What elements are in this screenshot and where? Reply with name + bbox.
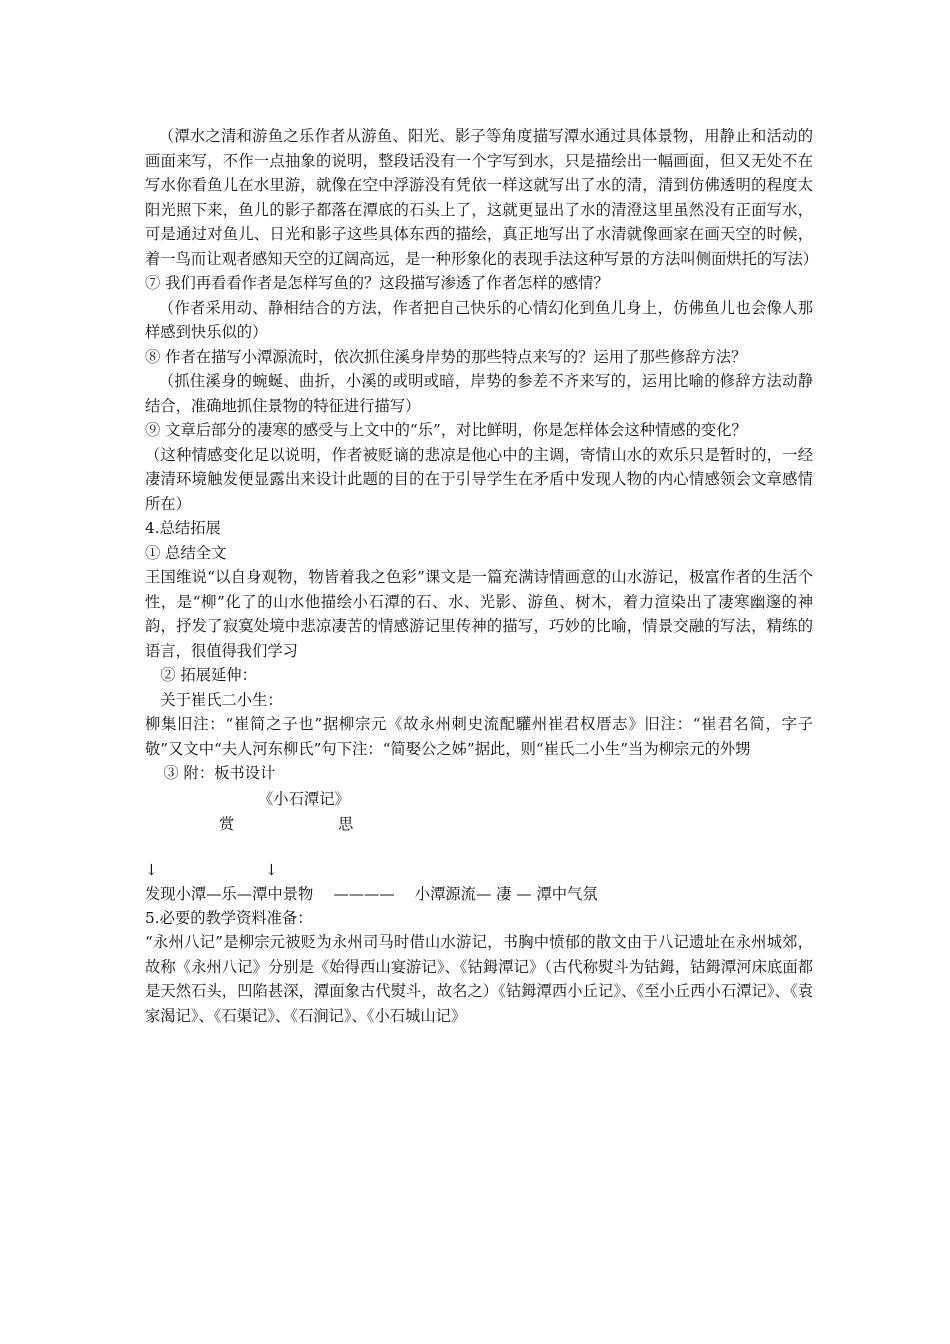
- section-heading-4: 4.总结拓展: [145, 519, 221, 537]
- board-arrow-down-icon: ↓: [265, 860, 278, 879]
- subheading-cui: 关于崔氏二小生：: [160, 690, 283, 709]
- board-column-appreciate: 赏: [219, 814, 235, 833]
- question-8: ⑧ 作者在描写小潭源流时，依次抓住溪身岸势的那些特点来写的？运用了那些修辞方法？: [145, 347, 747, 366]
- question-9: ⑨ 文章后部分的凄寒的感受与上文中的“乐”，对比鲜明，你是怎样体会这种情感的变化？: [145, 421, 747, 439]
- paragraph-summary: 王国维说“以自身观物，物皆着我之色彩”课文是一篇充满诗情画意的山水游记，极富作者的生活个性，是“柳”化了的山水他描绘小石潭的石、水、光影、游鱼、树木，着力渲染出了凄寒幽邃的神韵，抒发了寂寞处境中悲凉凄苦的情感游记里传神的描写，巧妙的比喻，情景交融的写法，精练的语言，很值得我们学习: [145, 568, 813, 660]
- paragraph-yongzhou-notes: “永州八记”是柳宗元被贬为永州司马时借山水游记，书胸中愤郁的散文由于八记遗址在永州城郊，故称《永州八记》分别是《始得西山宴游记》、《钴鉧潭记》（古代称熨斗为钴鉧，钴鉧潭河床底面都是天然石头，凹陷甚深，潭面象古代熨斗，故名之）《钴鉧潭西小丘记》、《至小丘西小石潭记》、《袁家渴记》、《石渠记》、《石涧记》、《小石城山记》: [145, 933, 813, 1025]
- answer-9: （这种情感变化足以说明，作者被贬谪的悲凉是他心中的主调，寄情山水的欢乐只是暂时的，一经凄清环境触发便显露出来设计此题的目的在于引导学生在矛盾中发现人物的内心情感领会文章感情所在）: [145, 445, 813, 513]
- subheading-extension: ② 拓展延伸：: [160, 666, 257, 684]
- subheading-board-design: ③ 附：板书设计: [163, 764, 276, 782]
- board-design: [145, 786, 813, 906]
- board-flow: 发现小潭—乐—潭中景物 ———— 小潭源流— 凄 — 潭中气氛: [145, 884, 598, 903]
- document-body: [145, 124, 819, 1028]
- answer-8: （抓住溪身的蜿蜒、曲折，小溪的或明或暗，岸势的参差不齐来写的，运用比喻的修辞方法动静结合，准确地抓住景物的特征进行描写）: [145, 372, 813, 415]
- paragraph-cui-notes: 柳集旧注：“崔简之子也”据柳宗元《故永州刺史流配驩州崔君权厝志》旧注：“崔君名简，字子敬”又文中“夫人河东柳氏”句下注：“简娶公之姊”据此，则“崔氏二小生”当为柳宗元的外甥: [145, 715, 813, 758]
- subheading-summary: ① 总结全文: [145, 543, 227, 562]
- paragraph-water-clarity: （潭水之清和游鱼之乐作者从游鱼、阳光、影子等角度描写潭水通过具体景物，用静止和活动的画面来写，不作一点抽象的说明，整段话没有一个字写到水，只是描绘出一幅画面，但又无处不在写水你看鱼儿在水里游，就像在空中浮游没有凭依一样这就写出了水的清，清到仿佛透明的程度太阳光照下来，鱼儿的影子都落在潭底的石头上了，这就更显出了水的清澄这里虽然没有正面写水，可是通过对鱼儿、日光和影子这些具体东西的描绘，真正地写出了水清就像画家在画天空的时候，着一鸟而让观者感知天空的辽阔高远，是一种形象化的表现手法这种写景的方法叫侧面烘托的写法）: [145, 127, 819, 268]
- board-column-think: 思: [338, 814, 354, 833]
- board-arrow-down-icon: ↓: [145, 860, 158, 879]
- question-7: ⑦ 我们再看看作者是怎样写鱼的？这段描写渗透了作者怎样的感情？: [145, 274, 609, 292]
- answer-7: （作者采用动、静相结合的方法，作者把自己快乐的心情幻化到鱼儿身上，仿佛鱼儿也会像人那样感到快乐似的）: [145, 298, 813, 341]
- section-heading-5: 5.必要的教学资料准备：: [145, 908, 313, 927]
- board-title: 《小石潭记》: [258, 789, 350, 808]
